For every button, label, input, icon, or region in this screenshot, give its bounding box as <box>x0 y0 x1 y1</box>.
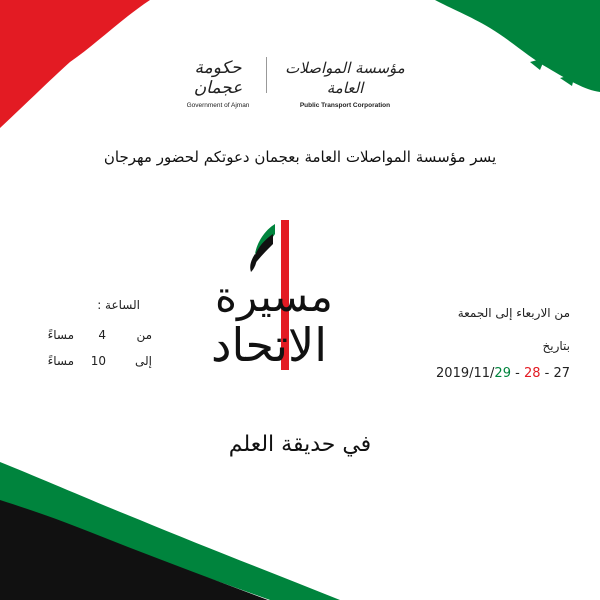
ajman-logo-english: Government of Ajman <box>186 102 250 109</box>
invitation-text: يسر مؤسسة المواصلات العامة بعجمان دعوتكم لحضور مهرجان <box>103 148 497 166</box>
date-sep-2: - <box>540 366 554 381</box>
date-sep-1: - <box>510 366 524 381</box>
date-range <box>420 366 570 381</box>
time-from-unit: مساءً <box>47 328 74 342</box>
time-from-label: من <box>136 328 152 342</box>
time-from-hour: 4 <box>98 328 106 342</box>
venue-text: في حديقة العلم <box>228 432 372 457</box>
government-of-ajman-logo <box>178 58 258 109</box>
time-to-hour: 10 <box>90 354 106 368</box>
time-to-label: إلى <box>135 354 152 368</box>
logo-divider <box>266 57 267 93</box>
ptc-logo-english: Public Transport Corporation <box>299 102 391 109</box>
date-prefix: 2019/11/ <box>436 366 495 381</box>
event-title-line2: الاتحاد <box>211 318 328 372</box>
event-title-line1: مسيرة <box>215 272 333 321</box>
event-title-calligraphy <box>195 210 410 385</box>
public-transport-corporation-logo <box>280 58 410 109</box>
black-brush-bottom-left <box>0 500 268 600</box>
green-brush-top-right <box>435 0 600 92</box>
red-brush-top-left <box>0 0 150 128</box>
time-title: الساعة : <box>97 298 140 312</box>
date-day-27: 27 <box>553 366 570 381</box>
date-day-28: 28 <box>523 366 541 381</box>
date-days: من الاربعاء إلى الجمعة <box>457 306 570 320</box>
date-day-29: 29 <box>494 366 511 381</box>
ajman-logo-arabic: حكومة عجمان <box>193 58 243 98</box>
time-to-unit: مساءً <box>47 354 74 368</box>
date-label: بتاريخ <box>542 339 570 353</box>
ptc-logo-arabic: مؤسسة المواصلات العامة <box>285 59 405 97</box>
